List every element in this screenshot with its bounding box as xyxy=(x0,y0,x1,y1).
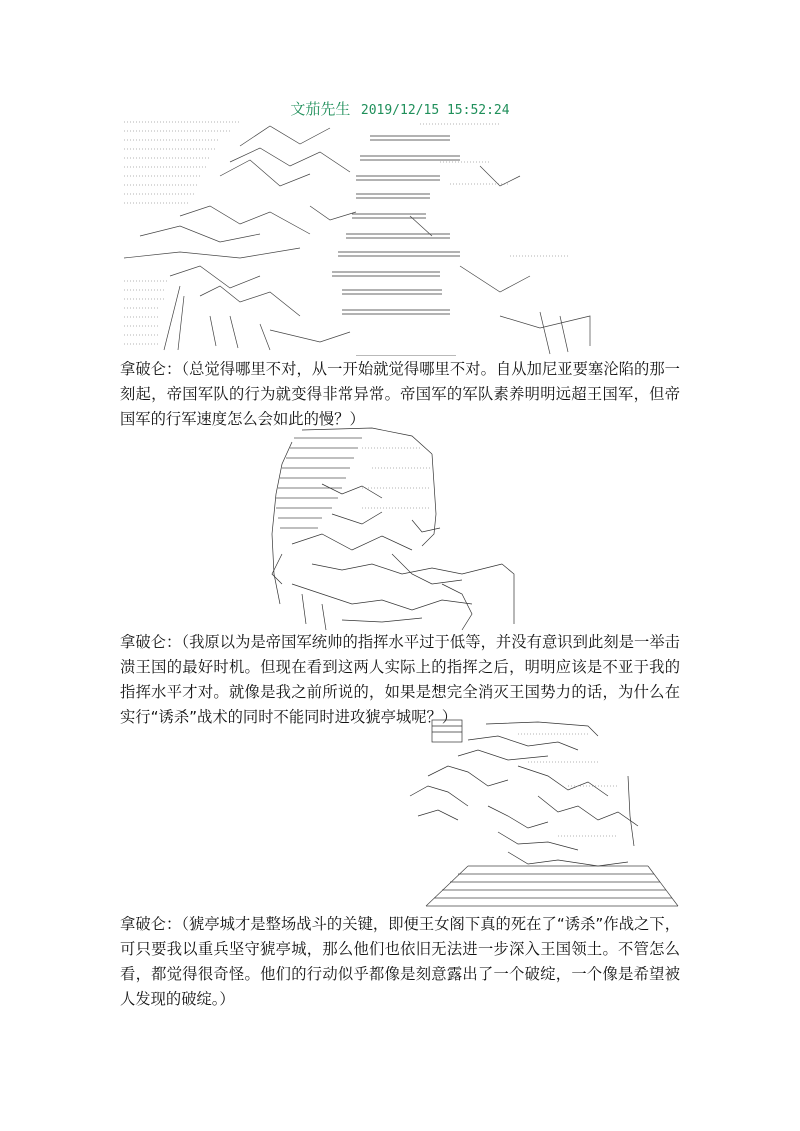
dialogue-text: （我原以为是帝国军统帅的指挥水平过于低等，并没有意识到此刻是一举击溃王国的最好时机。但现在看到这两人实际上的指挥之后，明明应该是不亚于我的指挥水平才对。就像是我之前所说的，如果是想完全消灭王国势力的话，为什么在实行“诱杀”战术的同时不能同时进攻猇亭城呢？） xyxy=(120,633,680,726)
dialogue-text: （总觉得哪里不对，从一开始就觉得哪里不对。自从加尼亚要塞沦陷的那一刻起，帝国军队的行为就变得非常异常。帝国军的军队素养明明远超王国军，但帝国军的行军速度怎么会如此的慢？） xyxy=(120,360,680,428)
author-name: 文茄先生 xyxy=(290,100,351,118)
dialogue-paragraph-1 xyxy=(120,357,680,432)
ascii-art-figure-1 xyxy=(120,116,680,356)
dialogue-paragraph-3 xyxy=(120,912,680,1012)
ascii-art-figure-2 xyxy=(262,424,530,632)
ascii-art-soldiers-castle-image xyxy=(120,116,680,356)
ascii-art-hooded-figure-image xyxy=(262,424,530,632)
speaker-label: 拿破仑： xyxy=(120,360,182,378)
ascii-art-seated-figure-image xyxy=(398,716,680,912)
dialogue-paragraph-2 xyxy=(120,630,680,730)
speaker-label: 拿破仑： xyxy=(120,633,182,651)
dialogue-text: （猇亭城才是整场战斗的关键，即便王女阁下真的死在了“诱杀”作战之下，可只要我以重兵坚守猇亭城，那么他们也依旧无法进一步深入王国领土。不管怎么看，都觉得很奇怪。他们的行动似乎都像是刻意露出了一个破绽，一个像是希望被人发现的破绽。） xyxy=(120,915,680,1008)
speaker-label: 拿破仑： xyxy=(120,915,182,933)
ascii-art-figure-3 xyxy=(398,716,680,912)
post-timestamp: 2019/12/15 15:52:24 xyxy=(360,103,510,118)
